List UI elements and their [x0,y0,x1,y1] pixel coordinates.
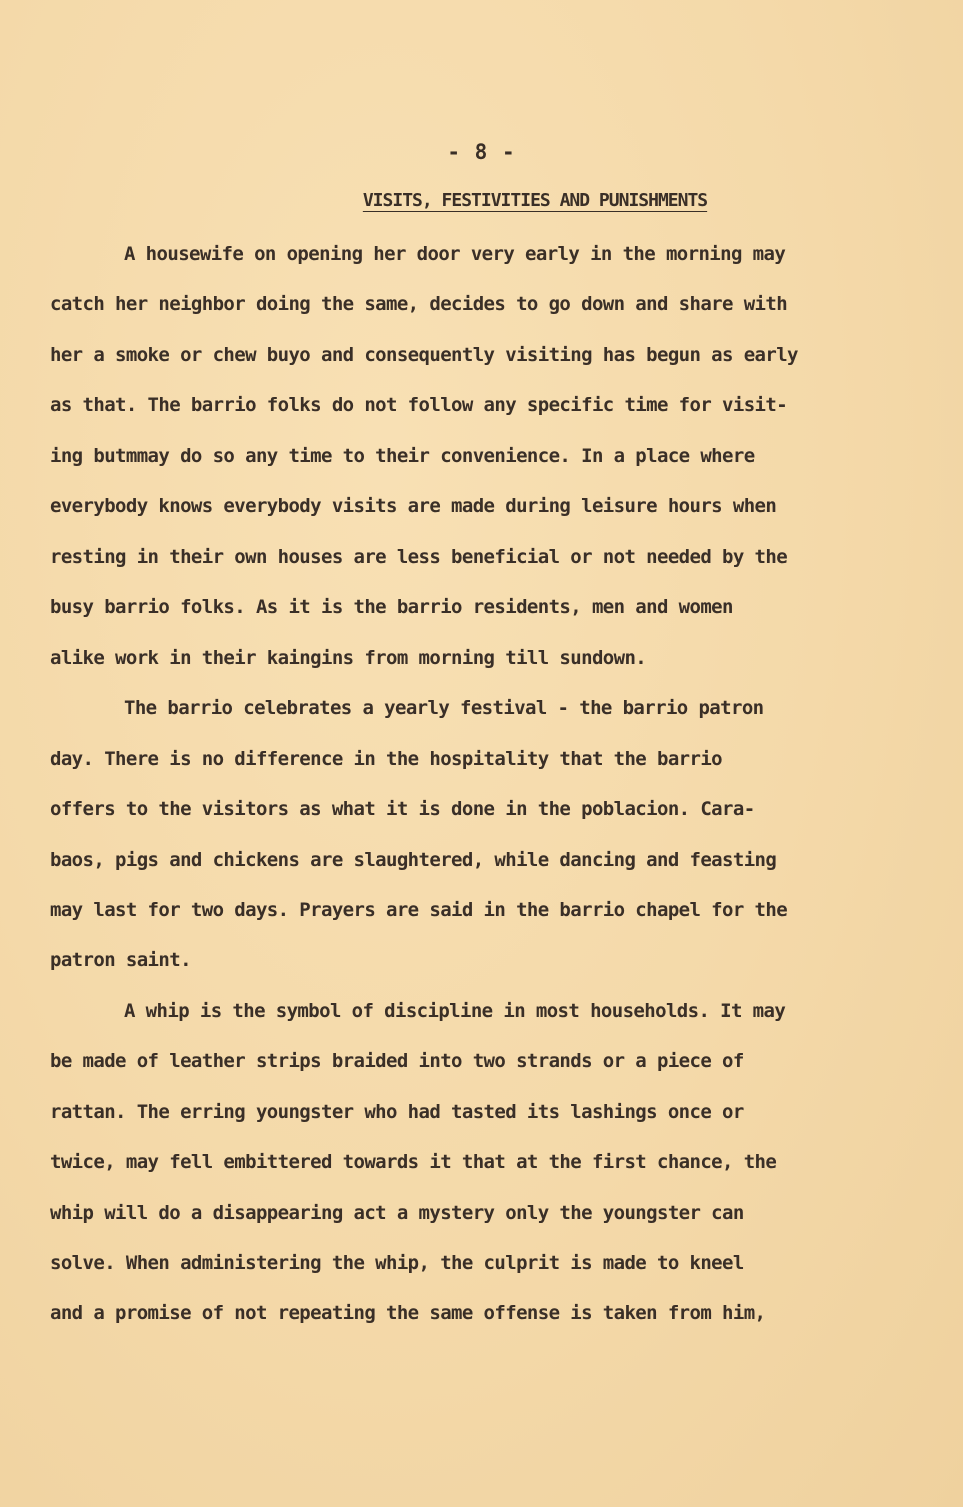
text-line: rattan. The erring youngster who had tasted its lashings once or [50,1101,744,1123]
text-line: as that. The barrio folks do not follow any specific time for visit- [50,394,788,416]
text-line: offers to the visitors as what it is done in the poblacion. Cara- [50,798,755,820]
text-line: The barrio celebrates a yearly festival - the barrio patron [124,697,764,719]
section-heading: VISITS, FESTIVITIES AND PUNISHMENTS [362,190,708,211]
text-line: resting in their own houses are less beneficial or not needed by the [50,546,788,568]
text-line: ing butmmay do so any time to their convenience. In a place where [50,445,755,467]
text-line: A whip is the symbol of discipline in most households. It may [124,1000,786,1022]
text-line: her a smoke or chew buyo and consequently visiting has begun as early [50,344,798,366]
text-line: whip will do a disappearing act a mystery only the youngster can [50,1202,744,1224]
text-line: alike work in their kaingins from morning till sundown. [50,647,647,669]
text-line: and a promise of not repeating the same offense is taken from him, [50,1302,766,1324]
text-line: baos, pigs and chickens are slaughtered, while dancing and feasting [50,849,777,871]
text-line: busy barrio folks. As it is the barrio residents, men and women [50,596,733,618]
text-line: catch her neighbor doing the same, decides to go down and share with [50,293,788,315]
page-number: - 8 - [447,140,516,164]
text-line: patron saint. [50,949,191,971]
text-line: twice, may fell embittered towards it that at the first chance, the [50,1151,777,1173]
text-line: solve. When administering the whip, the culprit is made to kneel [50,1252,744,1274]
text-line: A housewife on opening her door very early in the morning may [124,243,786,265]
text-line: may last for two days. Prayers are said in the barrio chapel for the [50,899,788,921]
text-line: be made of leather strips braided into two strands or a piece of [50,1050,744,1072]
text-line: everybody knows everybody visits are made during leisure hours when [50,495,777,517]
text-line: day. There is no difference in the hospitality that the barrio [50,748,723,770]
